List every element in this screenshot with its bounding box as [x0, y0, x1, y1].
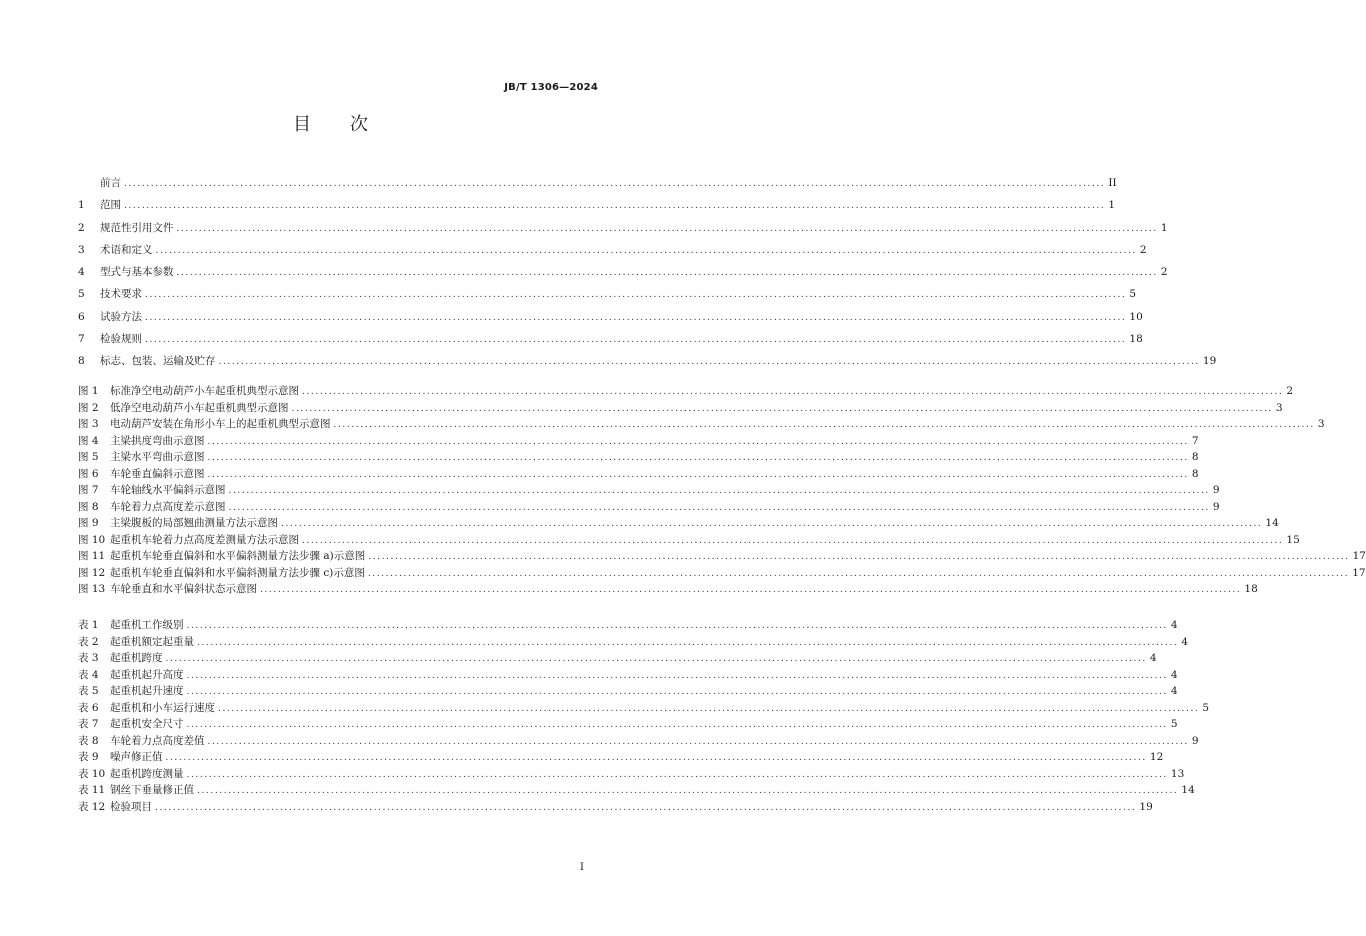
dot-leader: ............................................................................................................................................................................................................................	[197, 786, 1179, 796]
toc-entry-page: 4	[1170, 685, 1178, 697]
toc-entry-page: II	[1108, 177, 1117, 189]
dot-leader: ............................................................................................................................................................................................................................	[207, 453, 1189, 463]
toc-entry-page: 9	[1191, 734, 1199, 747]
toc-entry-title: 起重机工作级别	[110, 619, 184, 631]
toc-entry-page: 3	[1317, 418, 1325, 430]
toc-entry[interactable]	[78, 283, 1137, 305]
toc-entry-title: 规范性引用文件	[100, 221, 174, 234]
toc-entry-title: 前言	[100, 177, 121, 189]
toc-entry-title: 术语和定义	[100, 243, 153, 256]
dot-leader: ............................................................................................................................................................................................................................	[260, 585, 1242, 595]
toc-entry-title: 车轮垂直偏斜示意图	[110, 467, 205, 480]
toc-entry-title: 主梁水平弯曲示意图	[110, 451, 205, 463]
toc-entry-title: 车轮垂直和水平偏斜状态示意图	[110, 583, 257, 595]
toc-entry-number: 图 13	[78, 583, 106, 595]
toc-entry[interactable]	[78, 766, 1185, 783]
toc-entry-number: 5	[78, 288, 85, 301]
toc-entry-page: 3	[1275, 401, 1283, 414]
toc-entry-number: 图 2	[78, 401, 99, 414]
toc-entry-title: 起重机起升高度	[110, 668, 184, 681]
toc-entry-page: 13	[1170, 767, 1185, 780]
toc-entry[interactable]	[78, 416, 1325, 433]
toc-entry-title: 技术要求	[100, 288, 142, 301]
dot-leader: ............................................................................................................................................................................................................................	[155, 245, 1137, 256]
dot-leader: ............................................................................................................................................................................................................................	[165, 753, 1147, 763]
dot-leader: ............................................................................................................................................................................................................................	[186, 720, 1168, 730]
toc-entry-number: 图 8	[78, 500, 99, 513]
toc-entry-page: 17	[1352, 566, 1366, 579]
toc-entry-number: 表 11	[78, 784, 106, 796]
toc-entry[interactable]	[78, 799, 1153, 816]
dot-leader: ............................................................................................................................................................................................................................	[145, 335, 1127, 346]
toc-entry-number: 表 1	[78, 619, 99, 631]
toc-entry-page: 19	[1202, 355, 1217, 368]
toc-entry-page: 9	[1212, 484, 1220, 496]
toc-entry-number: 表 4	[78, 668, 99, 681]
toc-entry-title: 型式与基本参数	[100, 266, 174, 279]
toc-entry-number: 表 6	[78, 701, 99, 714]
toc-entry-title: 检验项目	[110, 800, 152, 813]
dot-leader: ............................................................................................................................................................................................................................	[186, 687, 1168, 697]
toc-entry-title: 试验方法	[100, 310, 142, 323]
toc-entry[interactable]	[78, 433, 1199, 450]
toc-entry[interactable]	[78, 350, 1217, 372]
toc-entry[interactable]	[78, 400, 1283, 417]
toc-entry[interactable]	[78, 466, 1199, 483]
toc-entry-page: 10	[1129, 310, 1143, 323]
toc-entry[interactable]	[78, 683, 1178, 700]
toc-entry[interactable]	[78, 499, 1220, 516]
toc-entry-number: 表 2	[78, 635, 99, 648]
toc-entry-number: 8	[78, 355, 85, 368]
toc-entry[interactable]	[78, 581, 1258, 598]
toc-entry-number: 图 9	[78, 517, 99, 529]
toc-entry-page: 5	[1129, 288, 1137, 301]
toc-entry-title: 噪声修正值	[110, 751, 163, 763]
toc-entry-number: 4	[78, 266, 85, 279]
dot-leader: ............................................................................................................................................................................................................................	[176, 268, 1158, 279]
dot-leader: ............................................................................................................................................................................................................................	[186, 769, 1168, 780]
toc-chapters	[78, 172, 1217, 373]
toc-entry-title: 钢丝下垂量修正值	[110, 784, 194, 796]
toc-entry-number: 2	[78, 221, 85, 234]
dot-leader: ............................................................................................................................................................................................................................	[186, 621, 1168, 631]
dot-leader: ............................................................................................................................................................................................................................	[291, 403, 1273, 414]
toc-entry-title: 起重机安全尺寸	[110, 718, 184, 730]
toc-entry-title: 范围	[100, 199, 121, 212]
toc-entry[interactable]	[78, 449, 1199, 466]
dot-leader: ............................................................................................................................................................................................................................	[186, 670, 1168, 681]
toc-entry-title: 车轮着力点高度差值	[110, 734, 205, 747]
toc-entry-page: 4	[1149, 652, 1157, 664]
toc-entry-page: 15	[1286, 533, 1300, 546]
toc-entry-title: 起重机跨度测量	[110, 767, 184, 780]
toc-entry-title: 标准净空电动葫芦小车起重机典型示意图	[110, 385, 299, 397]
toc-entry-page: 12	[1149, 751, 1164, 763]
toc-entry-title: 起重机额定起重量	[110, 635, 194, 648]
toc-entry[interactable]	[78, 217, 1168, 239]
toc-entry-page: 14	[1265, 517, 1279, 529]
toc-entry-number: 表 3	[78, 652, 99, 664]
toc-entry[interactable]	[78, 328, 1143, 350]
dot-leader: ............................................................................................................................................................................................................................	[207, 736, 1189, 747]
toc-entry-title: 起重机车轮垂直偏斜和水平偏斜测量方法步骤 c)示意图	[110, 566, 365, 579]
toc-entry-number: 1	[78, 199, 85, 212]
toc-entry-title: 起重机跨度	[110, 652, 163, 664]
dot-leader: ............................................................................................................................................................................................................................	[124, 179, 1106, 189]
toc-entry-page: 8	[1191, 451, 1199, 463]
toc-entry-title: 起重机车轮垂直偏斜和水平偏斜测量方法步骤 a)示意图	[110, 550, 366, 562]
toc-entry-title: 车轮轴线水平偏斜示意图	[110, 484, 226, 496]
dot-leader: ............................................................................................................................................................................................................................	[145, 290, 1127, 301]
dot-leader: ............................................................................................................................................................................................................................	[333, 420, 1315, 430]
toc-entry-title: 起重机和小车运行速度	[110, 701, 215, 714]
dot-leader: ............................................................................................................................................................................................................................	[145, 312, 1127, 323]
toc-entry-title: 主梁腹板的局部翘曲测量方法示意图	[110, 517, 278, 529]
toc-entry-number: 图 4	[78, 434, 99, 447]
toc-entry[interactable]	[78, 716, 1178, 733]
toc-entry-number: 图 3	[78, 418, 99, 430]
dot-leader: ............................................................................................................................................................................................................................	[281, 519, 1263, 529]
standard-code: JB/T 1306—2024	[504, 82, 598, 93]
toc-entry-page: 5	[1170, 718, 1178, 730]
toc-entry[interactable]	[78, 482, 1220, 499]
toc-entry-page: 4	[1170, 668, 1178, 681]
toc-entry-page: 14	[1181, 784, 1195, 796]
toc-entry-number: 3	[78, 243, 85, 256]
dot-leader: ............................................................................................................................................................................................................................	[124, 201, 1106, 212]
toc-entry-number: 图 11	[78, 550, 106, 562]
toc-entry-title: 检验规则	[100, 333, 142, 346]
toc-entry-number: 表 8	[78, 734, 99, 747]
toc-tables	[78, 617, 1210, 815]
toc-entry-number: 表 9	[78, 751, 99, 763]
toc-figures	[78, 383, 1366, 598]
toc-entry-number: 图 6	[78, 467, 99, 480]
toc-entry[interactable]	[78, 239, 1147, 261]
dot-leader: ............................................................................................................................................................................................................................	[165, 654, 1147, 664]
toc-entry[interactable]	[78, 194, 1116, 216]
toc-entry[interactable]	[78, 700, 1210, 717]
toc-entry-number: 7	[78, 333, 85, 346]
dot-leader: ............................................................................................................................................................................................................................	[176, 223, 1158, 234]
toc-entry[interactable]	[78, 515, 1279, 532]
toc-entry[interactable]	[78, 733, 1199, 750]
toc-entry-page: 4	[1170, 619, 1178, 631]
toc-entry[interactable]	[78, 565, 1366, 582]
toc-entry-page: 5	[1202, 701, 1210, 714]
toc-entry-title: 车轮着力点高度差示意图	[110, 500, 226, 513]
toc-entry[interactable]	[78, 172, 1117, 194]
toc-entry[interactable]	[78, 749, 1164, 766]
toc-entry-title: 主梁拱度弯曲示意图	[110, 434, 205, 447]
dot-leader: ............................................................................................................................................................................................................................	[207, 469, 1189, 480]
page-number: I	[580, 862, 584, 873]
page-title: 目 次	[293, 114, 369, 135]
toc-entry-page: 4	[1181, 635, 1189, 648]
toc-entry-title: 标志、包装、运输及贮存	[100, 355, 216, 368]
toc-entry-number: 表 7	[78, 718, 99, 730]
toc-entry[interactable]	[78, 532, 1300, 549]
toc-entry[interactable]	[78, 548, 1366, 565]
toc-entry-page: 2	[1139, 243, 1147, 256]
dot-leader: ............................................................................................................................................................................................................................	[207, 436, 1189, 447]
dot-leader: ............................................................................................................................................................................................................................	[218, 703, 1200, 714]
dot-leader: ............................................................................................................................................................................................................................	[228, 502, 1210, 513]
toc-entry[interactable]	[78, 261, 1168, 283]
toc-entry-title: 起重机起升速度	[110, 685, 184, 697]
toc-entry-page: 1	[1160, 221, 1168, 234]
toc-entry[interactable]	[78, 617, 1178, 634]
toc-entry-page: 1	[1108, 199, 1116, 212]
toc-entry-page: 17	[1352, 550, 1366, 562]
toc-entry[interactable]	[78, 383, 1294, 400]
toc-entry-number: 表 5	[78, 685, 99, 697]
toc-entry-number: 图 7	[78, 484, 99, 496]
toc-entry-title: 电动葫芦安装在角形小车上的起重机典型示意图	[110, 418, 331, 430]
toc-entry-page: 18	[1244, 583, 1258, 595]
toc-entry-page: 18	[1129, 333, 1143, 346]
toc-entry-page: 2	[1160, 266, 1168, 279]
toc-entry-page: 7	[1191, 434, 1199, 447]
toc-entry-page: 2	[1286, 385, 1294, 397]
toc-entry[interactable]	[78, 667, 1178, 684]
toc-entry-number: 图 5	[78, 451, 99, 463]
toc-entry-title: 低净空电动葫芦小车起重机典型示意图	[110, 401, 289, 414]
toc-entry-number: 6	[78, 310, 85, 323]
dot-leader: ............................................................................................................................................................................................................................	[302, 387, 1284, 397]
toc-entry-number: 图 10	[78, 533, 106, 546]
dot-leader: ............................................................................................................................................................................................................................	[367, 568, 1350, 579]
toc-entry-title: 起重机车轮着力点高度差测量方法示意图	[110, 533, 299, 546]
toc-entry-number: 图 12	[78, 566, 106, 579]
toc-entry-number: 表 12	[78, 800, 106, 813]
toc-entry[interactable]	[78, 782, 1195, 799]
dot-leader: ............................................................................................................................................................................................................................	[197, 637, 1179, 648]
dot-leader: ............................................................................................................................................................................................................................	[155, 802, 1137, 813]
toc-entry-page: 9	[1212, 500, 1220, 513]
toc-entry[interactable]	[78, 306, 1143, 328]
dot-leader: ............................................................................................................................................................................................................................	[228, 486, 1210, 496]
toc-entry[interactable]	[78, 634, 1189, 651]
toc-entry-page: 19	[1139, 800, 1153, 813]
dot-leader: ............................................................................................................................................................................................................................	[218, 357, 1200, 368]
toc-entry-page: 8	[1191, 467, 1199, 480]
dot-leader: ............................................................................................................................................................................................................................	[302, 535, 1284, 546]
dot-leader: ............................................................................................................................................................................................................................	[368, 552, 1350, 562]
toc-entry[interactable]	[78, 650, 1157, 667]
toc-entry-number: 表 10	[78, 767, 106, 780]
toc-entry-number: 图 1	[78, 385, 99, 397]
